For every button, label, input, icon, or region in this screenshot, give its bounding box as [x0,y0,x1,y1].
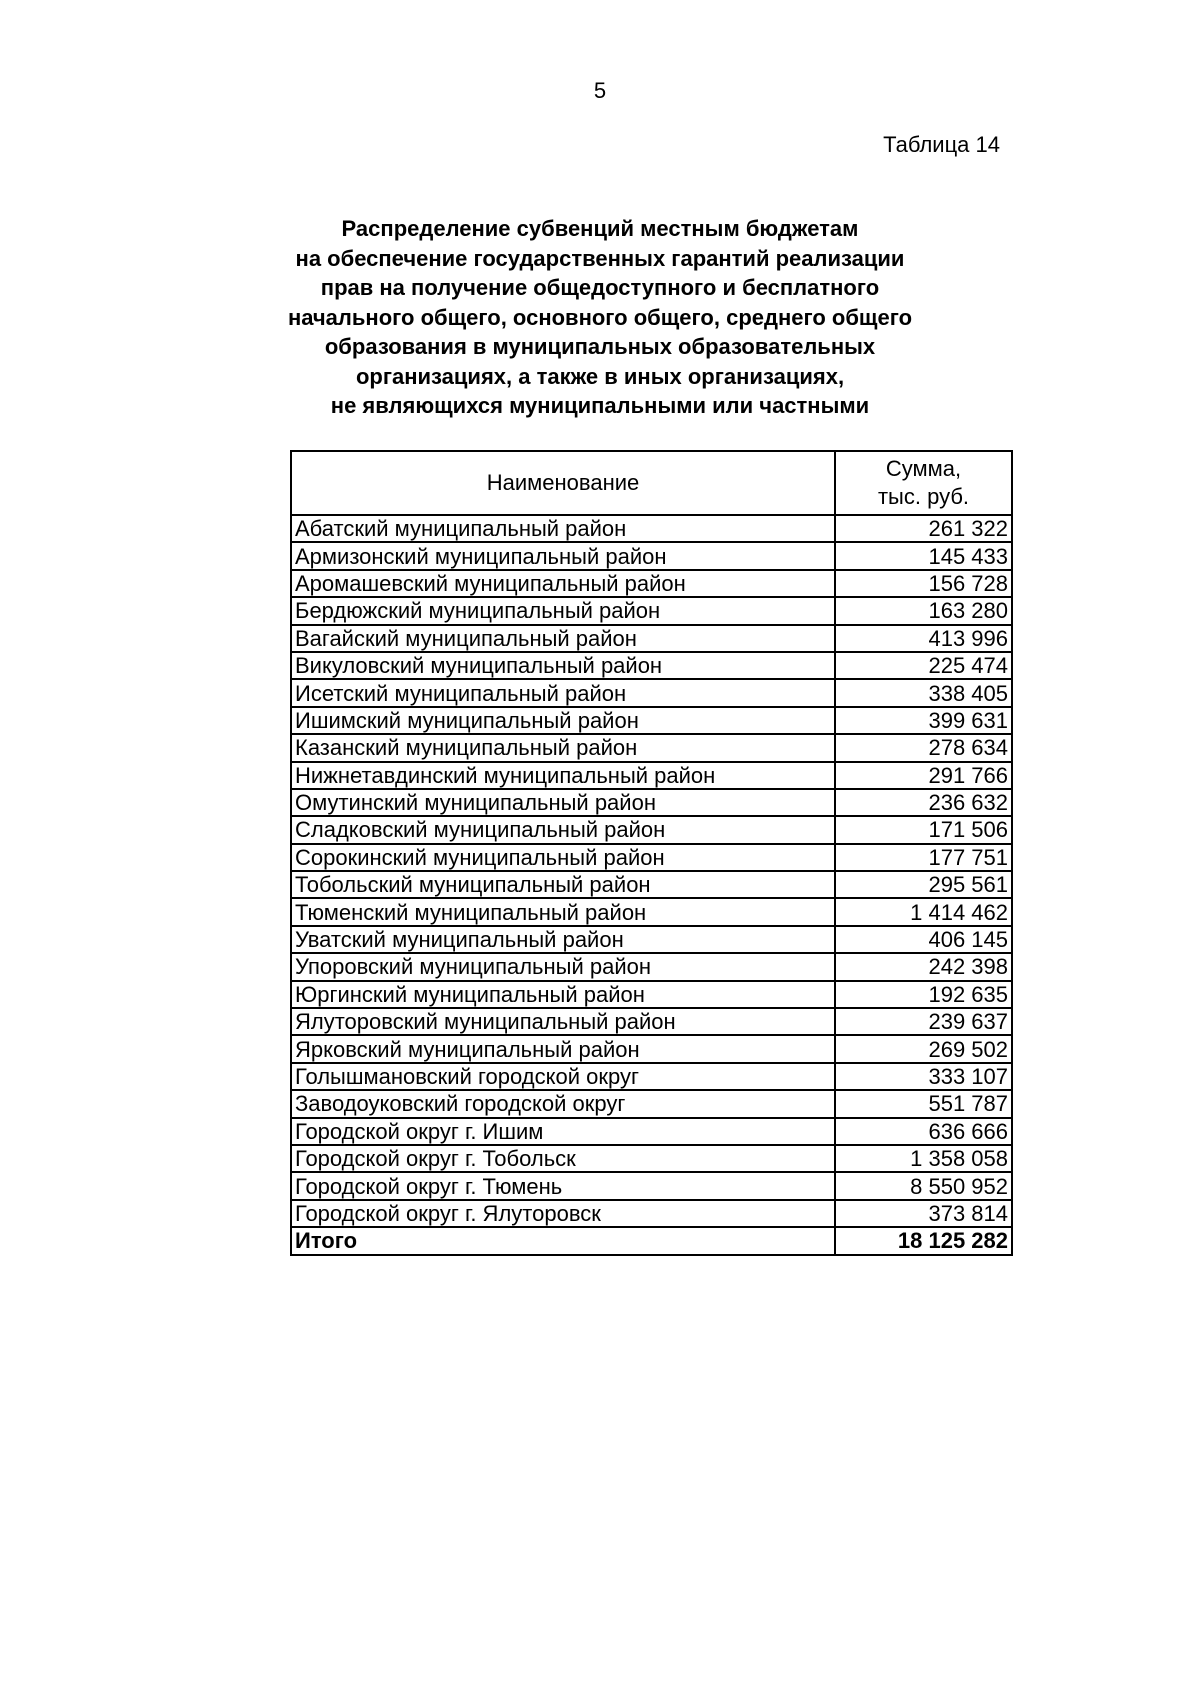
table-row [291,1090,1012,1117]
row-sum: 163 280 [835,597,1012,624]
row-name: Аромашевский муниципальный район [291,570,835,597]
table-row [291,734,1012,761]
row-name: Ярковский муниципальный район [291,1035,835,1062]
title-line: Распределение субвенций местным бюджетам [341,216,859,241]
row-name: Городской округ г. Ишим [291,1118,835,1145]
table-row [291,515,1012,542]
total-label: Итого [291,1227,835,1254]
row-sum: 236 632 [835,789,1012,816]
table-body [291,515,1012,1255]
row-name: Викуловский муниципальный район [291,652,835,679]
total-row [291,1227,1012,1254]
table-row [291,1145,1012,1172]
row-sum: 278 634 [835,734,1012,761]
row-name: Городской округ г. Тюмень [291,1172,835,1199]
row-name: Бердюжский муниципальный район [291,597,835,624]
row-sum: 177 751 [835,844,1012,871]
row-name: Городской округ г. Тобольск [291,1145,835,1172]
table-row [291,789,1012,816]
row-sum: 373 814 [835,1200,1012,1227]
table-row [291,625,1012,652]
table-row [291,1008,1012,1035]
title-line: начального общего, основного общего, среднего общего [287,304,913,330]
table-row [291,926,1012,953]
row-sum: 171 506 [835,816,1012,843]
row-name: Сладковский муниципальный район [291,816,835,843]
row-name: Тюменский муниципальный район [291,898,835,925]
row-sum: 551 787 [835,1090,1012,1117]
title-line: прав на получение общедоступного и бесплатного [320,275,880,300]
row-sum: 1 358 058 [835,1145,1012,1172]
row-sum: 399 631 [835,707,1012,734]
table-row [291,679,1012,706]
title-line: не являющихся муниципальными или частными [330,393,870,418]
header-sum-line2: тыс. руб. [877,484,970,509]
table-row [291,1063,1012,1090]
table-header-row [291,451,1012,515]
row-name: Вагайский муниципальный район [291,625,835,652]
page-number: 5 [593,78,607,103]
row-name: Абатский муниципальный район [291,515,835,542]
row-sum: 636 666 [835,1118,1012,1145]
table-row [291,816,1012,843]
row-sum: 291 766 [835,762,1012,789]
row-name: Уватский муниципальный район [291,926,835,953]
row-sum: 8 550 952 [835,1172,1012,1199]
header-sum [835,451,1012,515]
table-label: Таблица 14 [883,132,1000,157]
row-name: Ишимский муниципальный район [291,707,835,734]
row-name: Юргинский муниципальный район [291,981,835,1008]
table-row [291,762,1012,789]
row-sum: 145 433 [835,542,1012,569]
table-row [291,570,1012,597]
row-sum: 261 322 [835,515,1012,542]
table-row [291,597,1012,624]
row-name: Голышмановский городской округ [291,1063,835,1090]
row-sum: 406 145 [835,926,1012,953]
table-row [291,1118,1012,1145]
header-name: Наименование [291,451,835,515]
row-name: Сорокинский муниципальный район [291,844,835,871]
table-row [291,542,1012,569]
table-row [291,1035,1012,1062]
row-sum: 1 414 462 [835,898,1012,925]
table-row [291,844,1012,871]
row-name: Армизонский муниципальный район [291,542,835,569]
row-name: Городской округ г. Ялуторовск [291,1200,835,1227]
table-row [291,953,1012,980]
row-sum: 192 635 [835,981,1012,1008]
table-row [291,652,1012,679]
row-sum: 156 728 [835,570,1012,597]
row-sum: 333 107 [835,1063,1012,1090]
total-sum: 18 125 282 [835,1227,1012,1254]
row-sum: 269 502 [835,1035,1012,1062]
subvention-table [290,450,1013,1256]
row-name: Омутинский муниципальный район [291,789,835,816]
table-row [291,707,1012,734]
title-line: на обеспечение государственных гарантий реализации [295,245,905,271]
row-sum: 242 398 [835,953,1012,980]
document-title [250,214,950,421]
row-sum: 225 474 [835,652,1012,679]
row-sum: 338 405 [835,679,1012,706]
table-row [291,981,1012,1008]
row-name: Заводоуковский городской округ [291,1090,835,1117]
title-line: образования в муниципальных образовательных [324,334,876,359]
row-sum: 413 996 [835,625,1012,652]
row-name: Нижнетавдинский муниципальный район [291,762,835,789]
table-row [291,898,1012,925]
row-sum: 239 637 [835,1008,1012,1035]
table-row [291,1172,1012,1199]
row-name: Ялуторовский муниципальный район [291,1008,835,1035]
title-line: организациях, а также в иных организациях, [355,363,845,389]
row-name: Тобольский муниципальный район [291,871,835,898]
table-row [291,871,1012,898]
row-name: Казанский муниципальный район [291,734,835,761]
row-name: Исетский муниципальный район [291,679,835,706]
header-sum-line1: Сумма, [885,456,962,481]
table-row [291,1200,1012,1227]
row-sum: 295 561 [835,871,1012,898]
row-name: Упоровский муниципальный район [291,953,835,980]
